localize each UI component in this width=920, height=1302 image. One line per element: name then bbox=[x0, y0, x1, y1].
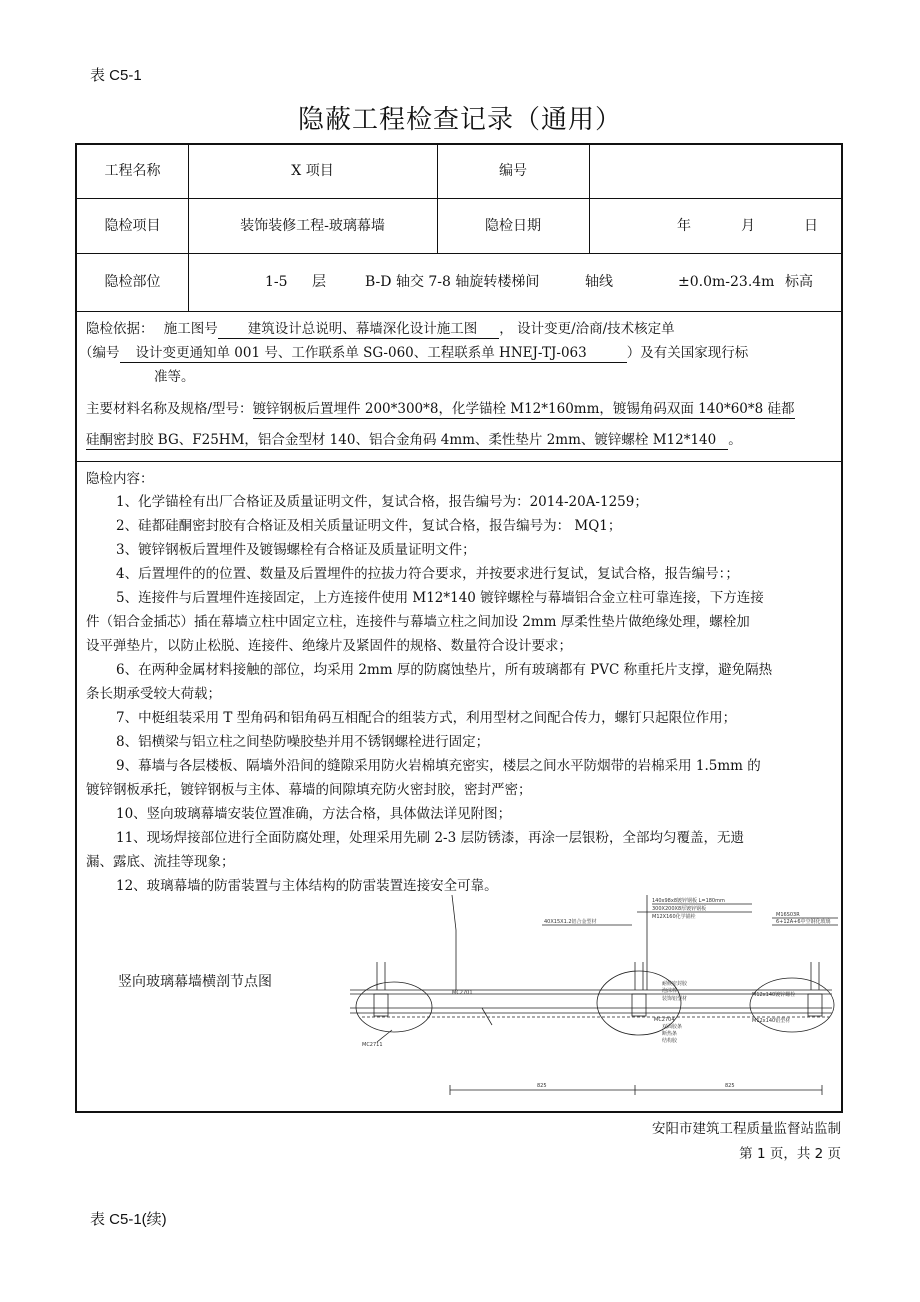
drawing-label: 6+12A+6中空钢化玻璃 bbox=[776, 919, 831, 925]
change-text: ， 设计变更/洽商/技术核定单 bbox=[499, 321, 675, 337]
content-item: 2、硅都硅酮密封胶有合格证及相关质量证明文件，复试合格，报告编号为： MQ1； bbox=[116, 518, 622, 534]
row-divider bbox=[77, 253, 841, 254]
content-item: 设平弹垫片，以防止松脱、连接件、绝缘片及紧固件的规格、数量符合设计要求； bbox=[86, 638, 572, 654]
content-item: 10、竖向玻璃幕墙安装位置准确，方法合格，具体做法详见附图； bbox=[116, 806, 512, 822]
drawing-label: 结构胶 bbox=[662, 1038, 678, 1044]
content-item: 条长期承受较大荷载； bbox=[86, 686, 221, 702]
drawing-label: 泡沫棒 bbox=[662, 988, 678, 994]
content-item: 3、镀锌钢板后置埋件及镀锡螺栓有合格证及质量证明文件； bbox=[116, 542, 476, 558]
materials-label: 主要材料名称及规格/型号： bbox=[86, 401, 253, 417]
dimension-label: 825 bbox=[725, 1083, 735, 1089]
elevation-unit: 标高 bbox=[785, 274, 813, 290]
floor-unit: 层 bbox=[312, 274, 326, 290]
row-divider bbox=[77, 461, 841, 462]
drawing-label: M12X160化学锚栓 bbox=[652, 914, 696, 920]
basis-line-2 bbox=[79, 343, 748, 363]
content-item: 8、铝横梁与铝立柱之间垫防噪胶垫并用不锈钢螺栓进行固定； bbox=[116, 734, 490, 750]
leader-line bbox=[452, 895, 456, 990]
row-divider bbox=[77, 311, 841, 312]
drawing-label: 300X200X8厚镀锌钢板 bbox=[652, 906, 707, 912]
detail-circle bbox=[356, 982, 432, 1032]
number-prefix: （编号 bbox=[79, 345, 120, 361]
content-item: 镀锌钢板承托，镀锌钢板与主体、幕墙的间隙填充防火密封胶，密封严密； bbox=[86, 782, 532, 798]
axis-value: B-D 轴交 7-8 轴旋转楼梯间 bbox=[365, 274, 540, 290]
next-form-code: 表 C5-1(续) bbox=[90, 1211, 167, 1228]
project-name-label: 工程名称 bbox=[104, 163, 161, 179]
basis-label: 隐检依据： bbox=[86, 321, 154, 337]
date-month: 月 bbox=[741, 218, 755, 234]
date-day: 日 bbox=[804, 218, 818, 234]
leader-line bbox=[482, 1008, 492, 1025]
drawing-label: MC2701 bbox=[452, 990, 473, 996]
drawing-label: M12x140铝型材 bbox=[752, 1018, 791, 1024]
number-suffix: ）及有关国家现行标 bbox=[626, 345, 749, 361]
content-item: 漏、露底、流挂等现象； bbox=[86, 854, 235, 870]
page-number: 第 1 页，共 2 页 bbox=[739, 1146, 841, 1162]
page-title: 隐蔽工程检查记录（通用） bbox=[297, 105, 622, 135]
location-label: 隐检部位 bbox=[104, 274, 161, 290]
project-name-value: X 项目 bbox=[291, 163, 334, 179]
content-item: 12、玻璃幕墙的防雷装置与主体结构的防雷装置连接安全可靠。 bbox=[116, 878, 498, 894]
materials-value-1: 镀锌钢板后置埋件 200*300*8，化学锚栓 M12*160mm，镀锡角码双面 140*60*8 硅都 bbox=[252, 401, 795, 417]
inspection-form-table bbox=[75, 143, 843, 1113]
drawing-label: 140x98x8镀锌钢板 L=180mm bbox=[652, 898, 725, 904]
materials-value-2: 硅酮密封胶 BG、F25HM，铝合金型材 140、铝合金角码 4mm、柔性垫片 2mm、镀锌螺栓 M12*140 bbox=[86, 431, 728, 450]
content-item: 11、现场焊接部位进行全面防腐处理，处理采用先刷 2-3 层防锈漆，再涂一层银粉，全部均匀覆盖，无遗 bbox=[116, 830, 744, 846]
materials-line-2 bbox=[86, 430, 742, 450]
inspection-item-label: 隐检项目 bbox=[104, 218, 161, 234]
content-item: 6、在两种金属材料接触的部位，均采用 2mm 厚的防腐蚀垫片，所有玻璃都有 PVC 称重托片支撑，避免隔热 bbox=[116, 662, 773, 678]
drawing-label: 耐候密封胶 bbox=[662, 981, 688, 987]
inspection-date-label: 隐检日期 bbox=[485, 218, 541, 234]
drawing-label: 40X15X1.2铝合金型材 bbox=[544, 919, 597, 925]
materials-line-1 bbox=[86, 399, 795, 419]
drawing-prefix: 施工图号 bbox=[163, 321, 218, 337]
drawing-label: 装饰铝型材 bbox=[662, 996, 688, 1002]
dimension-label: 825 bbox=[537, 1083, 547, 1089]
leader-line bbox=[377, 1030, 392, 1042]
number-ref-value: 设计变更通知单 001 号、工作联系单 SG-060、工程联系单 HNEJ-TJ-063 bbox=[120, 344, 627, 363]
date-year: 年 bbox=[677, 218, 691, 234]
inspection-item-value: 装饰装修工程-玻璃幕墙 bbox=[240, 218, 385, 234]
drawing-caption: 竖向玻璃幕墙横剖节点图 bbox=[118, 974, 272, 990]
drawing-value: 建筑设计总说明、幕墙深化设计施工图 bbox=[218, 320, 500, 339]
drawing-label: 双面胶条 bbox=[662, 1024, 683, 1030]
basis-line-1 bbox=[86, 319, 675, 339]
axis-unit: 轴线 bbox=[585, 274, 613, 290]
content-item: 5、连接件与后置埋件连接固定，上方连接件使用 M12*140 镀锌螺栓与幕墙铝合金立柱可靠连接，下方连接 bbox=[116, 590, 764, 606]
floor-value: 1-5 bbox=[265, 274, 288, 290]
curtain-wall-section-drawing bbox=[332, 890, 838, 1108]
elevation-value: ±0.0m-23.4m bbox=[678, 274, 775, 290]
col-divider bbox=[589, 145, 590, 253]
supervision-station: 安阳市建筑工程质量监督站监制 bbox=[652, 1121, 841, 1137]
content-item: 4、后置埋件的的位置、数量及后置埋件的拉拔力符合要求，并按要求进行复试，复试合格，报告编号：； bbox=[116, 566, 739, 582]
drawing-label: MC2711 bbox=[362, 1042, 383, 1048]
content-item: 1、化学锚栓有出厂合格证及质量证明文件，复试合格，报告编号为：2014-20A-1259； bbox=[116, 494, 648, 510]
drawing-label: 断热条 bbox=[662, 1031, 678, 1037]
form-code: 表 C5-1 bbox=[90, 67, 142, 84]
drawing-label: M16S03R bbox=[776, 912, 800, 918]
drawing-label: MC2704 bbox=[654, 1017, 675, 1023]
row-divider bbox=[77, 198, 841, 199]
content-item: 9、幕墙与各层楼板、隔墙外沿间的缝隙采用防火岩棉填充密实，楼层之间水平防烟带的岩棉采用 1.5mm 的 bbox=[116, 758, 761, 774]
content-item: 件（铝合金插芯）插在幕墙立柱中固定立柱，连接件与幕墙立柱之间加设 2mm 厚柔性垫片做绝缘处理，螺栓加 bbox=[86, 614, 750, 630]
drawing-label: M12x140镀锌螺栓 bbox=[752, 992, 796, 998]
basis-line-3: 准等。 bbox=[154, 369, 195, 385]
content-item: 7、中梃组装采用 T 型角码和铝角码互相配合的组装方式，利用型材之间配合传力，螺钉只起限位作用； bbox=[116, 710, 737, 726]
content-label: 隐检内容： bbox=[86, 471, 154, 487]
number-label: 编号 bbox=[499, 163, 527, 179]
materials-end: 。 bbox=[728, 432, 742, 448]
